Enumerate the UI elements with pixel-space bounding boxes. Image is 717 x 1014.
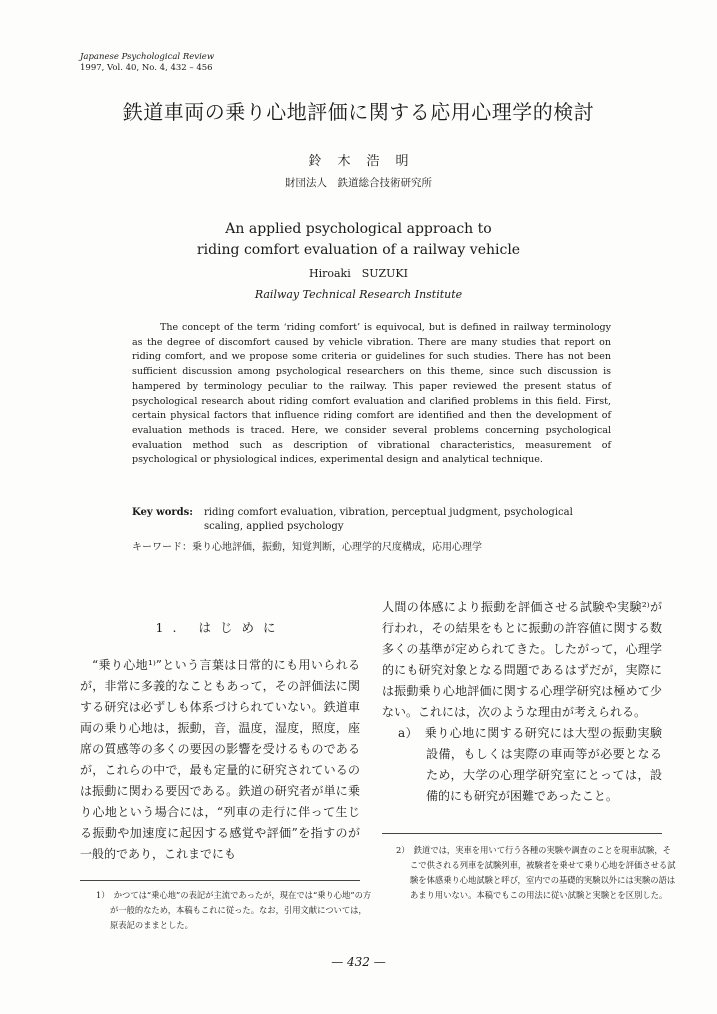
keywords-text-en: riding comfort evaluation, vibration, perceptual judgment, psychological scaling, applied psychology	[204, 507, 573, 532]
list-item-a: a） 乗り心地に関する研究には大型の振動実験設備，もしくは実際の車両等が必要となるため，大学の心理学研究室にとっては，設備的にも研究が困難であったこと。	[398, 726, 662, 803]
page-number: — 432 —	[331, 955, 386, 969]
body-left-column	[80, 655, 360, 865]
keywords-en	[132, 506, 612, 534]
keywords-text-ja: 乗り心地評価，振動，知覚判断，心理学的尺度構成，応用心理学	[192, 542, 482, 553]
footnote-2: 2） 鉄道では，実車を用いて行う各種の実験や調査のことを現車試験，そこで供される列車を試験列車，被験者を乗せて乗り心地を評価させる試験を体感乗り心地試験と呼び，室内での基礎的実験以外には実験の語はあまり用いない。本稿でもこの用法に従い試験と実験とを区別した。	[396, 845, 676, 900]
journal-header	[80, 52, 214, 74]
body-right-column	[382, 597, 662, 807]
journal-volume: 1997, Vol. 40, No. 4, 432 – 456	[80, 63, 213, 73]
body-paragraph: 人間の体感により振動を評価させる試験や実験²⁾が行われ，その結果をもとに振動の許容値に関する数多くの基準が定められてきた。したがって，心理学的にも研究対象となる問題であるはずだが，実際には振動乗り心地評価に関する心理学研究は極めて少ない。これには，次のような理由が考えられる。	[382, 600, 662, 719]
keywords-label-en: Key words:	[132, 507, 193, 518]
body-paragraph: “乗り心地¹⁾”という言葉は日常的にも用いられるが，非常に多義的なこともあって，その評価法に関する研究は必ずしも体系づけられていない。鉄道車両の乗り心地は，振動，音，温度，湿度，照度，座席の質感等の多くの要因の影響を受けるものであるが，これらの中で，最も定量的に研究されているのは振動に関わる要因である。鉄道の研究者が単に乗り心地という場合には，“列車の走行に伴って生じる振動や加速度に起因する感覚や評価”を指すのが一般的であり，これまでにも	[80, 658, 360, 861]
footnote-1: 1） かつては“乗心地”の表記が主流であったが，現在では“乗り心地”の方が一般的なため，本稿もこれに従った。なお，引用文献については，原表記のままとした。	[96, 890, 372, 930]
affiliation-en: Railway Technical Research Institute	[254, 288, 463, 301]
journal-name: Japanese Psychological Review	[80, 52, 215, 62]
abstract: The concept of the term ‘riding comfort’ is equivocal, but is defined in railway terminology as the degree of discomfort caused by vehicle vibration. There are many studies that report on riding comfort, and we propose some criteria or guidelines for such studies. There has not been sufficient discussion among psychological researchers on this theme, since such discussion is hampered by terminology peculiar to the railway. This paper reviewed the present status of psychological research about riding comfort evaluation and clarified problems in this field. First, certain physical factors that influence riding comfort are identified and then the development of evaluation methods is traced. Here, we consider several problems concerning psychological evaluation method such as description of vibrational characteristics, measurement of psychological or physiological indices, experimental design and analytical technique.	[132, 322, 611, 466]
paper-title-ja: 鉄道車両の乗り心地評価に関する応用心理学的検討	[122, 100, 595, 124]
keywords-label-ja: キーワード：	[132, 542, 192, 553]
keywords-ja	[132, 538, 482, 553]
author-name-ja: 鈴木浩明	[308, 154, 425, 169]
footnote-divider	[382, 833, 662, 834]
affiliation-ja: 財団法人 鉄道総合技術研究所	[285, 177, 432, 189]
paper-title-en	[0, 219, 717, 261]
footnote-divider	[80, 880, 360, 881]
section-heading: 1. はじめに	[155, 620, 285, 635]
paper-title-en-line1: An applied psychological approach to	[225, 221, 492, 237]
paper-title-en-line2: riding comfort evaluation of a railway vehicle	[196, 242, 521, 258]
author-name-en: Hiroaki SUZUKI	[308, 267, 409, 280]
